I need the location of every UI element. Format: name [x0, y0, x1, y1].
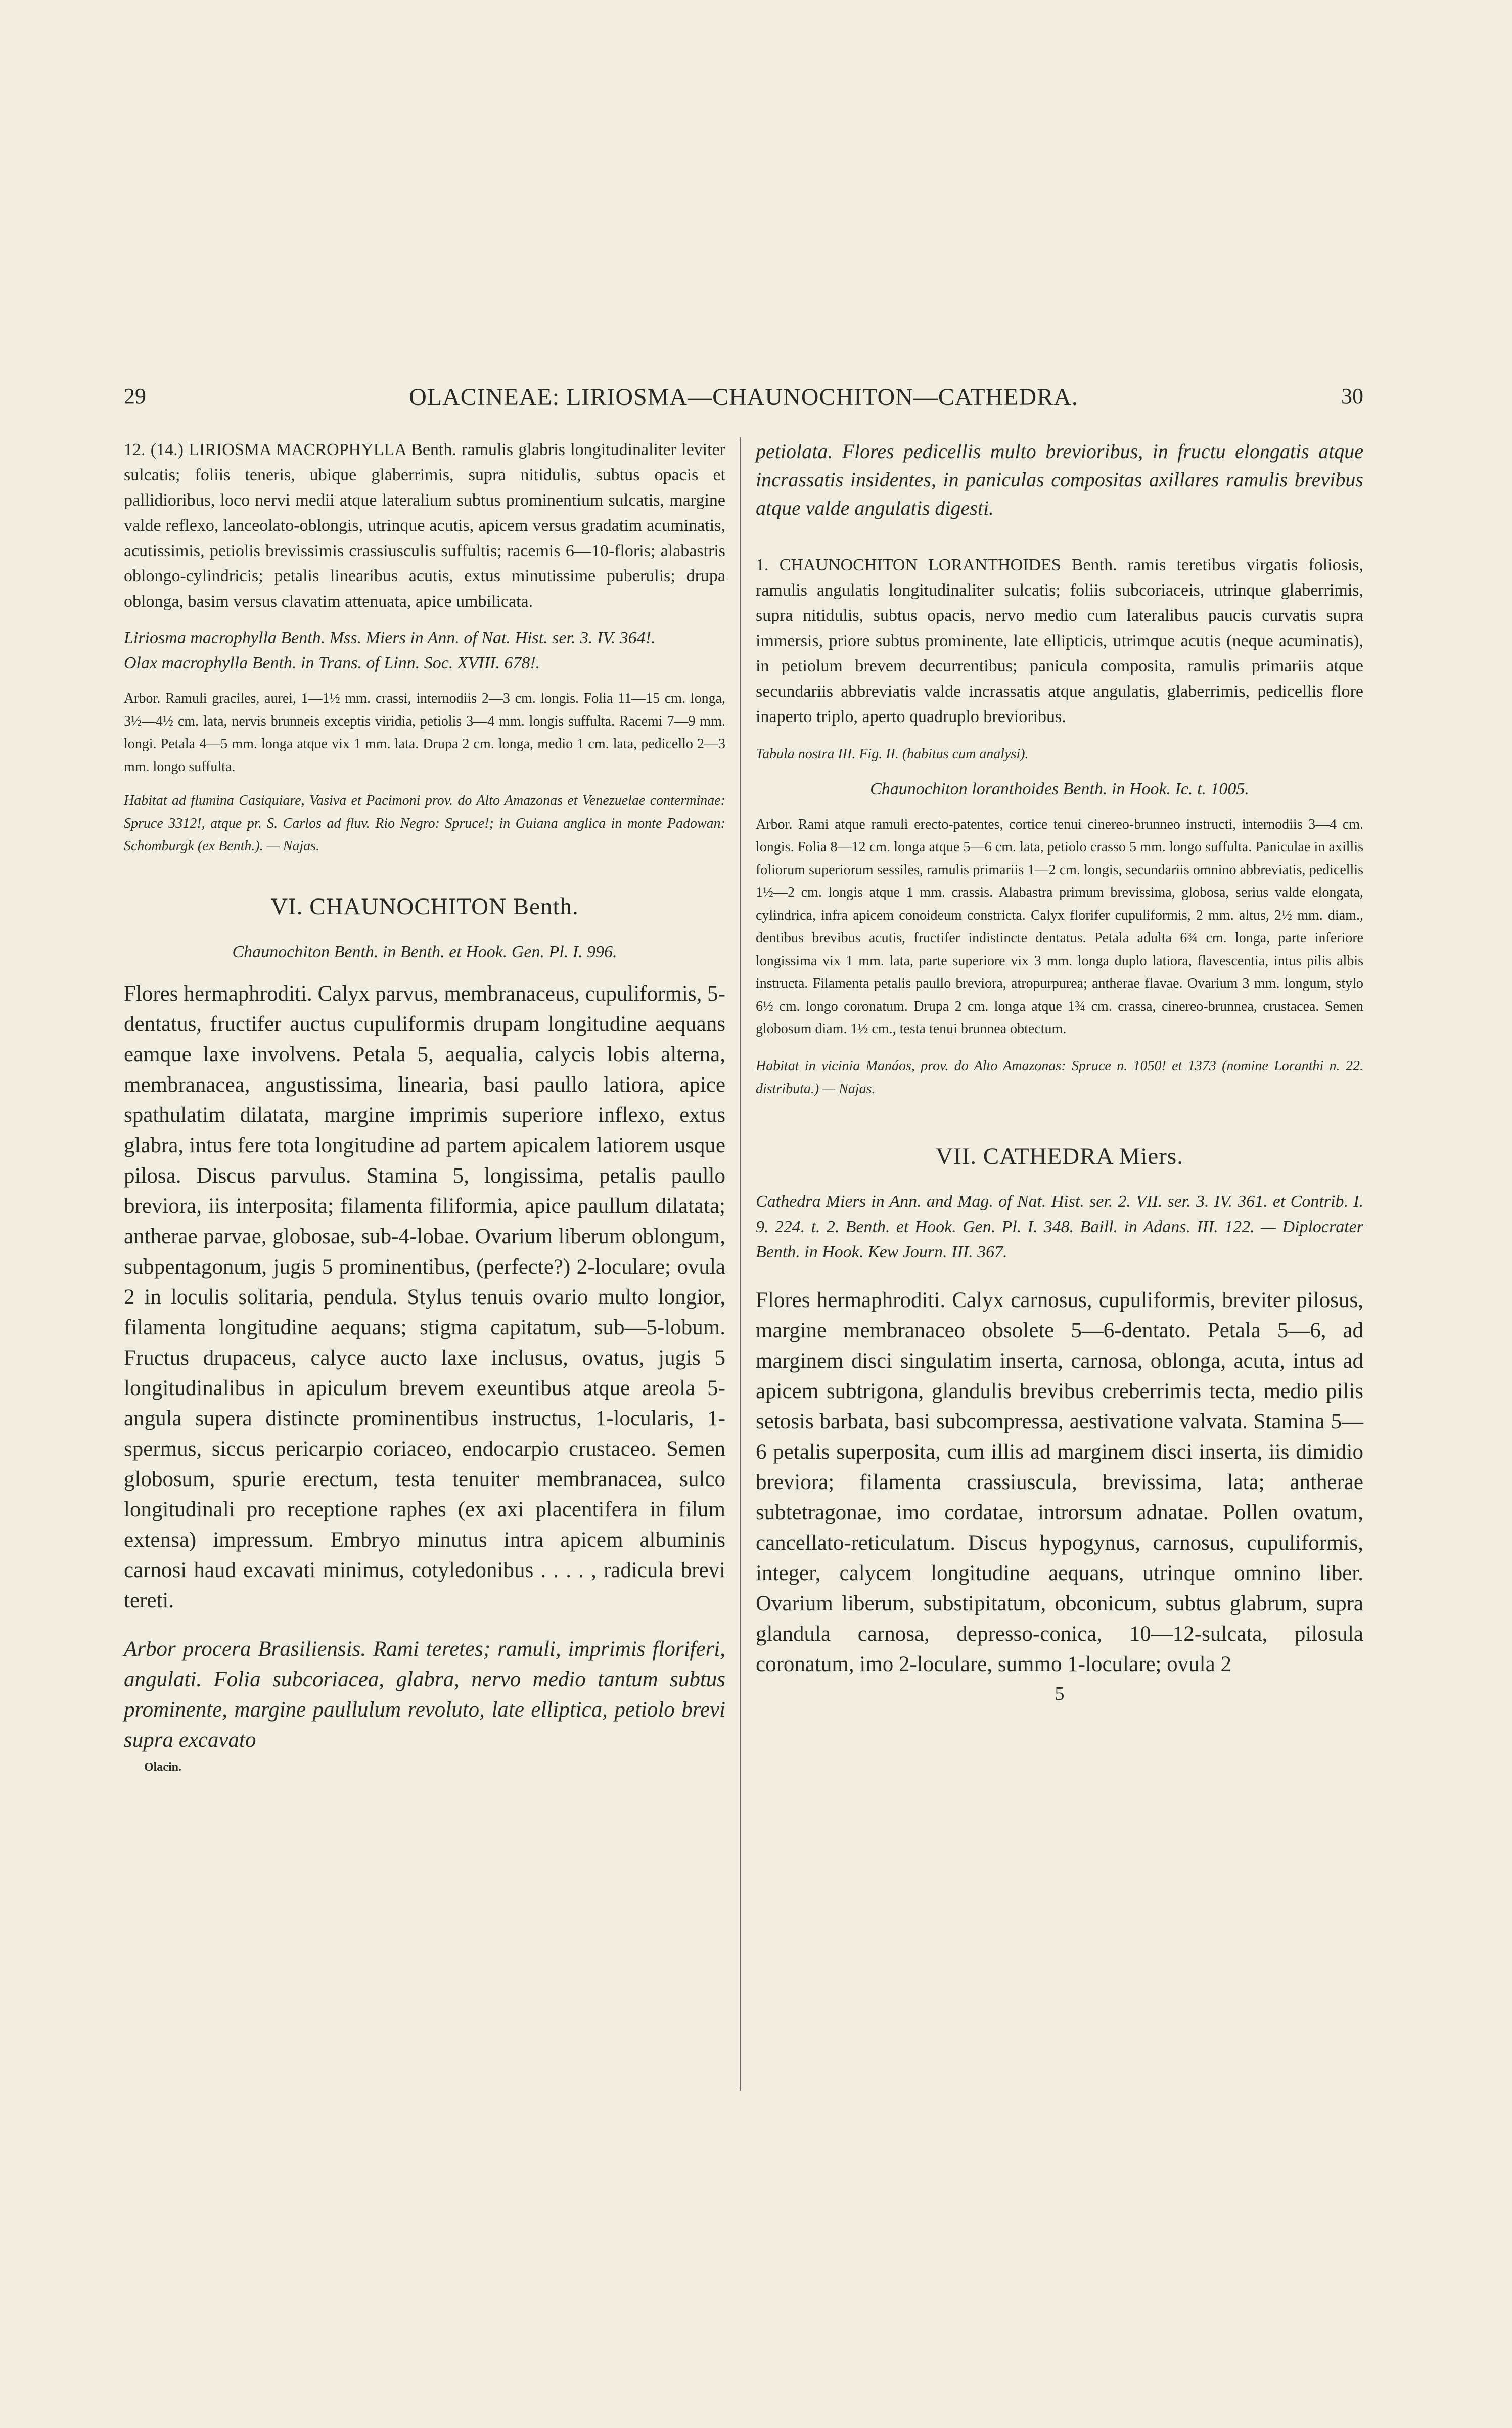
genus-description: Flores hermaphroditi. Calyx carnosus, cupuliformis, breviter pilosus, margine membranaceo obsolete 5—6-dentato. Petala 5—6, ad marginem disci singulatim inserta, carnosa, oblonga, acuta, intus ad apicem subtrigona, glandulis brevibus creberrimis tecta, medio pilis setosis barbata, basi subcompressa, aestivatione valvata. Stamina 5—6 petalis superposita, cum illis ad marginem disci inserta, iis dimidio breviora; filamenta crassiuscula, brevissima, lata; antherae subtetragonae, imo cordatae, introrsum adnatae. Pollen ovatum, cancellato-reticulatum. Discus hypogynus, carnosus, cupuliformis, integer, calycem longitudine aequans, utrinque omnino liber. Ovarium liberum, substipitatum, obconicum, subtus glabrum, supra glandula carnosa, depresso-conica, 10—12-sulcata, pilosula coronatum, imo 2-loculare, summo 1-loculare; ovula 2	[756, 1288, 1363, 1676]
genus-reference: Cathedra Miers in Ann. and Mag. of Nat. Hist. ser. 2. VII. ser. 3. IV. 361. et Contrib. I. 9. 224. t. 2. Benth. et Hook. Gen. Pl. I. 348. Baill. in Adans. III. 122. — Diplocrater Benth. in Hook. Kew Journ. III. 367.	[756, 1192, 1363, 1262]
species-description: 1. CHAUNOCHITON LORANTHOIDES Benth. ramis teretibus virgatis foliosis, ramulis angulatis longitudinaliter sulcatis; foliis subcoriaceis, utrinque glaberrimis, supra nitidulis, subtus opacis, nervo medio cum lateralibus paucis curvatis supra immersis, priore subtus prominente, late ellipticis, utrimque acutis (neque acuminatis), in petiolum brevem decurrentibus; panicula composita, ramulis primariis atque secundariis abbreviatis valde incrassatis atque angulatis, glaberrimis, pedicellis flore inaperto triplo, aperto quadruplo brevioribus.	[756, 556, 1363, 726]
running-title: OLACINEAE: LIRIOSMA—CHAUNOCHITON—CATHEDRA.	[409, 384, 1078, 411]
signature-left: Olacin.	[144, 1761, 182, 1774]
page-number-left: 29	[124, 384, 146, 409]
synonym: Liriosma macrophylla Benth. Mss. Miers in Ann. of Nat. Hist. ser. 3. IV. 364!.	[124, 628, 656, 647]
signature-number: 5	[1055, 1683, 1065, 1704]
signature-mark	[124, 1761, 725, 1786]
genus-reference: Chaunochiton Benth. in Benth. et Hook. Gen. Pl. I. 996.	[232, 942, 617, 961]
arbor-description: Arbor. Rami atque ramuli erecto-patentes, cortice tenui cinereo-brunneo instructi, internodiis 3—4 cm. longis. Folia 8—12 cm. longa atque 5—6 cm. lata, petiolo crasso 5 mm. longo suffulta. Paniculae in axillis foliorum superiorum sessiles, ramulis primariis 1—2 cm. longis, secundariis omnino abbreviatis, pedicellis 1½—2 cm. longis atque 1 mm. crassis. Alabastra primum brevissima, globosa, serius valde elongata, cylindrica, infra apicem conoideum constricta. Calyx florifer cupuliformis, 2 mm. altus, 2½ mm. diam., dentibus brevibus acutis, fructifer indistincte dentatus. Petala adulta 6¾ cm. longa, parte inferiore longissima vix 1 mm. lata, parte superiore vix 3 mm. longa duplo latiora, flavescentia, intus pilis albis instructa. Filamenta petalis paullo breviora, atropurpurea; antherae flavae. Ovarium 3 mm. longum, stylo 6½ cm. longo coronatum. Drupa 2 cm. longa atque 1¾ cm. crassa, cinereo-brunnea, crustacea. Semen globosum diam. 1½ cm., testa tenui brunnea obtectum.	[756, 817, 1363, 1037]
habitat-note: Habitat in vicinia Manáos, prov. do Alto Amazonas: Spruce n. 1050! et 1373 (nomine Loranthi n. 22. distributa.) — Najas.	[756, 1058, 1363, 1097]
genus-heading: VI. CHAUNOCHITON Benth.	[270, 893, 579, 920]
signature-mark	[756, 1683, 1363, 1708]
page-header	[124, 383, 1363, 419]
genus-heading: VII. CATHEDRA Miers.	[936, 1143, 1183, 1170]
left-column	[124, 437, 725, 1786]
genus-habit-continued: petiolata. Flores pedicellis multo brevioribus, in fructu elongatis atque incrassatis insidentes, in paniculas compositas axillares ramulis brevibus atque valde angulatis digesti.	[756, 440, 1363, 519]
arbor-description: Arbor. Ramuli graciles, aurei, 1—1½ mm. crassi, internodiis 2—3 cm. longis. Folia 11—15 cm. longa, 3½—4½ cm. lata, nervis brunneis exceptis viridia, petiolis 3—4 mm. longis suffulta. Racemi 7—9 mm. longi. Petala 4—5 mm. longa atque vix 1 mm. lata. Drupa 2 cm. longa, medio 1 cm. lata, pedicello 2—3 mm. longo suffulta.	[124, 691, 725, 775]
right-column	[756, 437, 1363, 1708]
synonym: Olax macrophylla Benth. in Trans. of Linn. Soc. XVIII. 678!.	[124, 654, 540, 672]
genus-habit: Arbor procera Brasiliensis. Rami teretes; ramuli, imprimis floriferi, angulati. Folia subcoriacea, glabra, nervo medio tantum subtus prominente, margine paullulum revoluto, late elliptica, petiolo brevi supra excavato	[124, 1637, 725, 1752]
species-description: 12. (14.) LIRIOSMA MACROPHYLLA Benth. ramulis glabris longitudinaliter leviter sulcatis; foliis teneris, ubique glaberrimis, supra nitidulis, subtus opacis et pallidioribus, loco nervi medii atque lateralium subtus prominentium sulcatis, margine valde reflexo, lanceolato-oblongis, utrinque acutis, apicem versus gradatim acuminatis, acutissimis, petiolis brevissimis crassiusculis suffultis; racemis 6—10-floris; alabastris oblongo-cylindricis; petalis linearibus acutis, extus minutissime puberulis; drupa oblonga, basim versus clavatim attenuata, apice umbilicata.	[124, 440, 725, 611]
habitat-note: Habitat ad flumina Casiquiare, Vasiva et Pacimoni prov. do Alto Amazonas et Venezuelae conterminae: Spruce 3312!, atque pr. S. Carlos ad fluv. Rio Negro: Spruce!; in Guiana anglica in monte Padowan: Schomburgk (ex Benth.). — Najas.	[124, 793, 725, 854]
synonym-list	[124, 625, 725, 676]
plate-reference: Tabula nostra III. Fig. II. (habitus cum analysi).	[756, 746, 1029, 762]
genus-description: Flores hermaphroditi. Calyx parvus, membranaceus, cupuliformis, 5-dentatus, fructifer auctus cupuliformis drupam longitudine aequans eamque laxe involvens. Petala 5, aequalia, calycis lobis alterna, membranacea, angustissima, linearia, basi paullo latiora, apice spathulatim dilatata, margine imprimis superiore inflexo, extus glabra, intus fere tota longitudine ad partem apicalem latiorem usque pilosa. Discus parvulus. Stamina 5, longissima, petalis paullo breviora, iis interposita; filamenta filiformia, apice paullum dilatata; antherae parvae, globosae, sub-4-lobae. Ovarium liberum oblongum, subpentagonum, jugis 5 prominentibus, (perfecte?) 2-loculare; ovula 2 in loculis solitaria, pendula. Stylus tenuis ovario multo longior, filamenta longitudine aequans; stigma capitatum, sub—5-lobum. Fructus drupaceus, calyce aucto laxe inclusus, ovatus, jugis 5 longitudinalibus in apiculum brevem exeuntibus atque areola 5-angula supera distincte prominentibus instructus, 1-locularis, 1-spermus, siccus pericarpio coriaceo, endocarpio crustaceo. Semen globosum, spurie erectum, testa tenuiter membranacea, sulco longitudinali pro receptione raphes (ex axi placentifera in filum extensa) impressum. Embryo minutus intra apicem albuminis carnosi haud excavati minimus, cotyledonibus . . . . , radicula brevi tereti.	[124, 982, 725, 1612]
page-number-right: 30	[1341, 384, 1363, 409]
column-divider	[740, 437, 741, 2091]
synonym: Chaunochiton loranthoides Benth. in Hook. Ic. t. 1005.	[870, 780, 1249, 798]
